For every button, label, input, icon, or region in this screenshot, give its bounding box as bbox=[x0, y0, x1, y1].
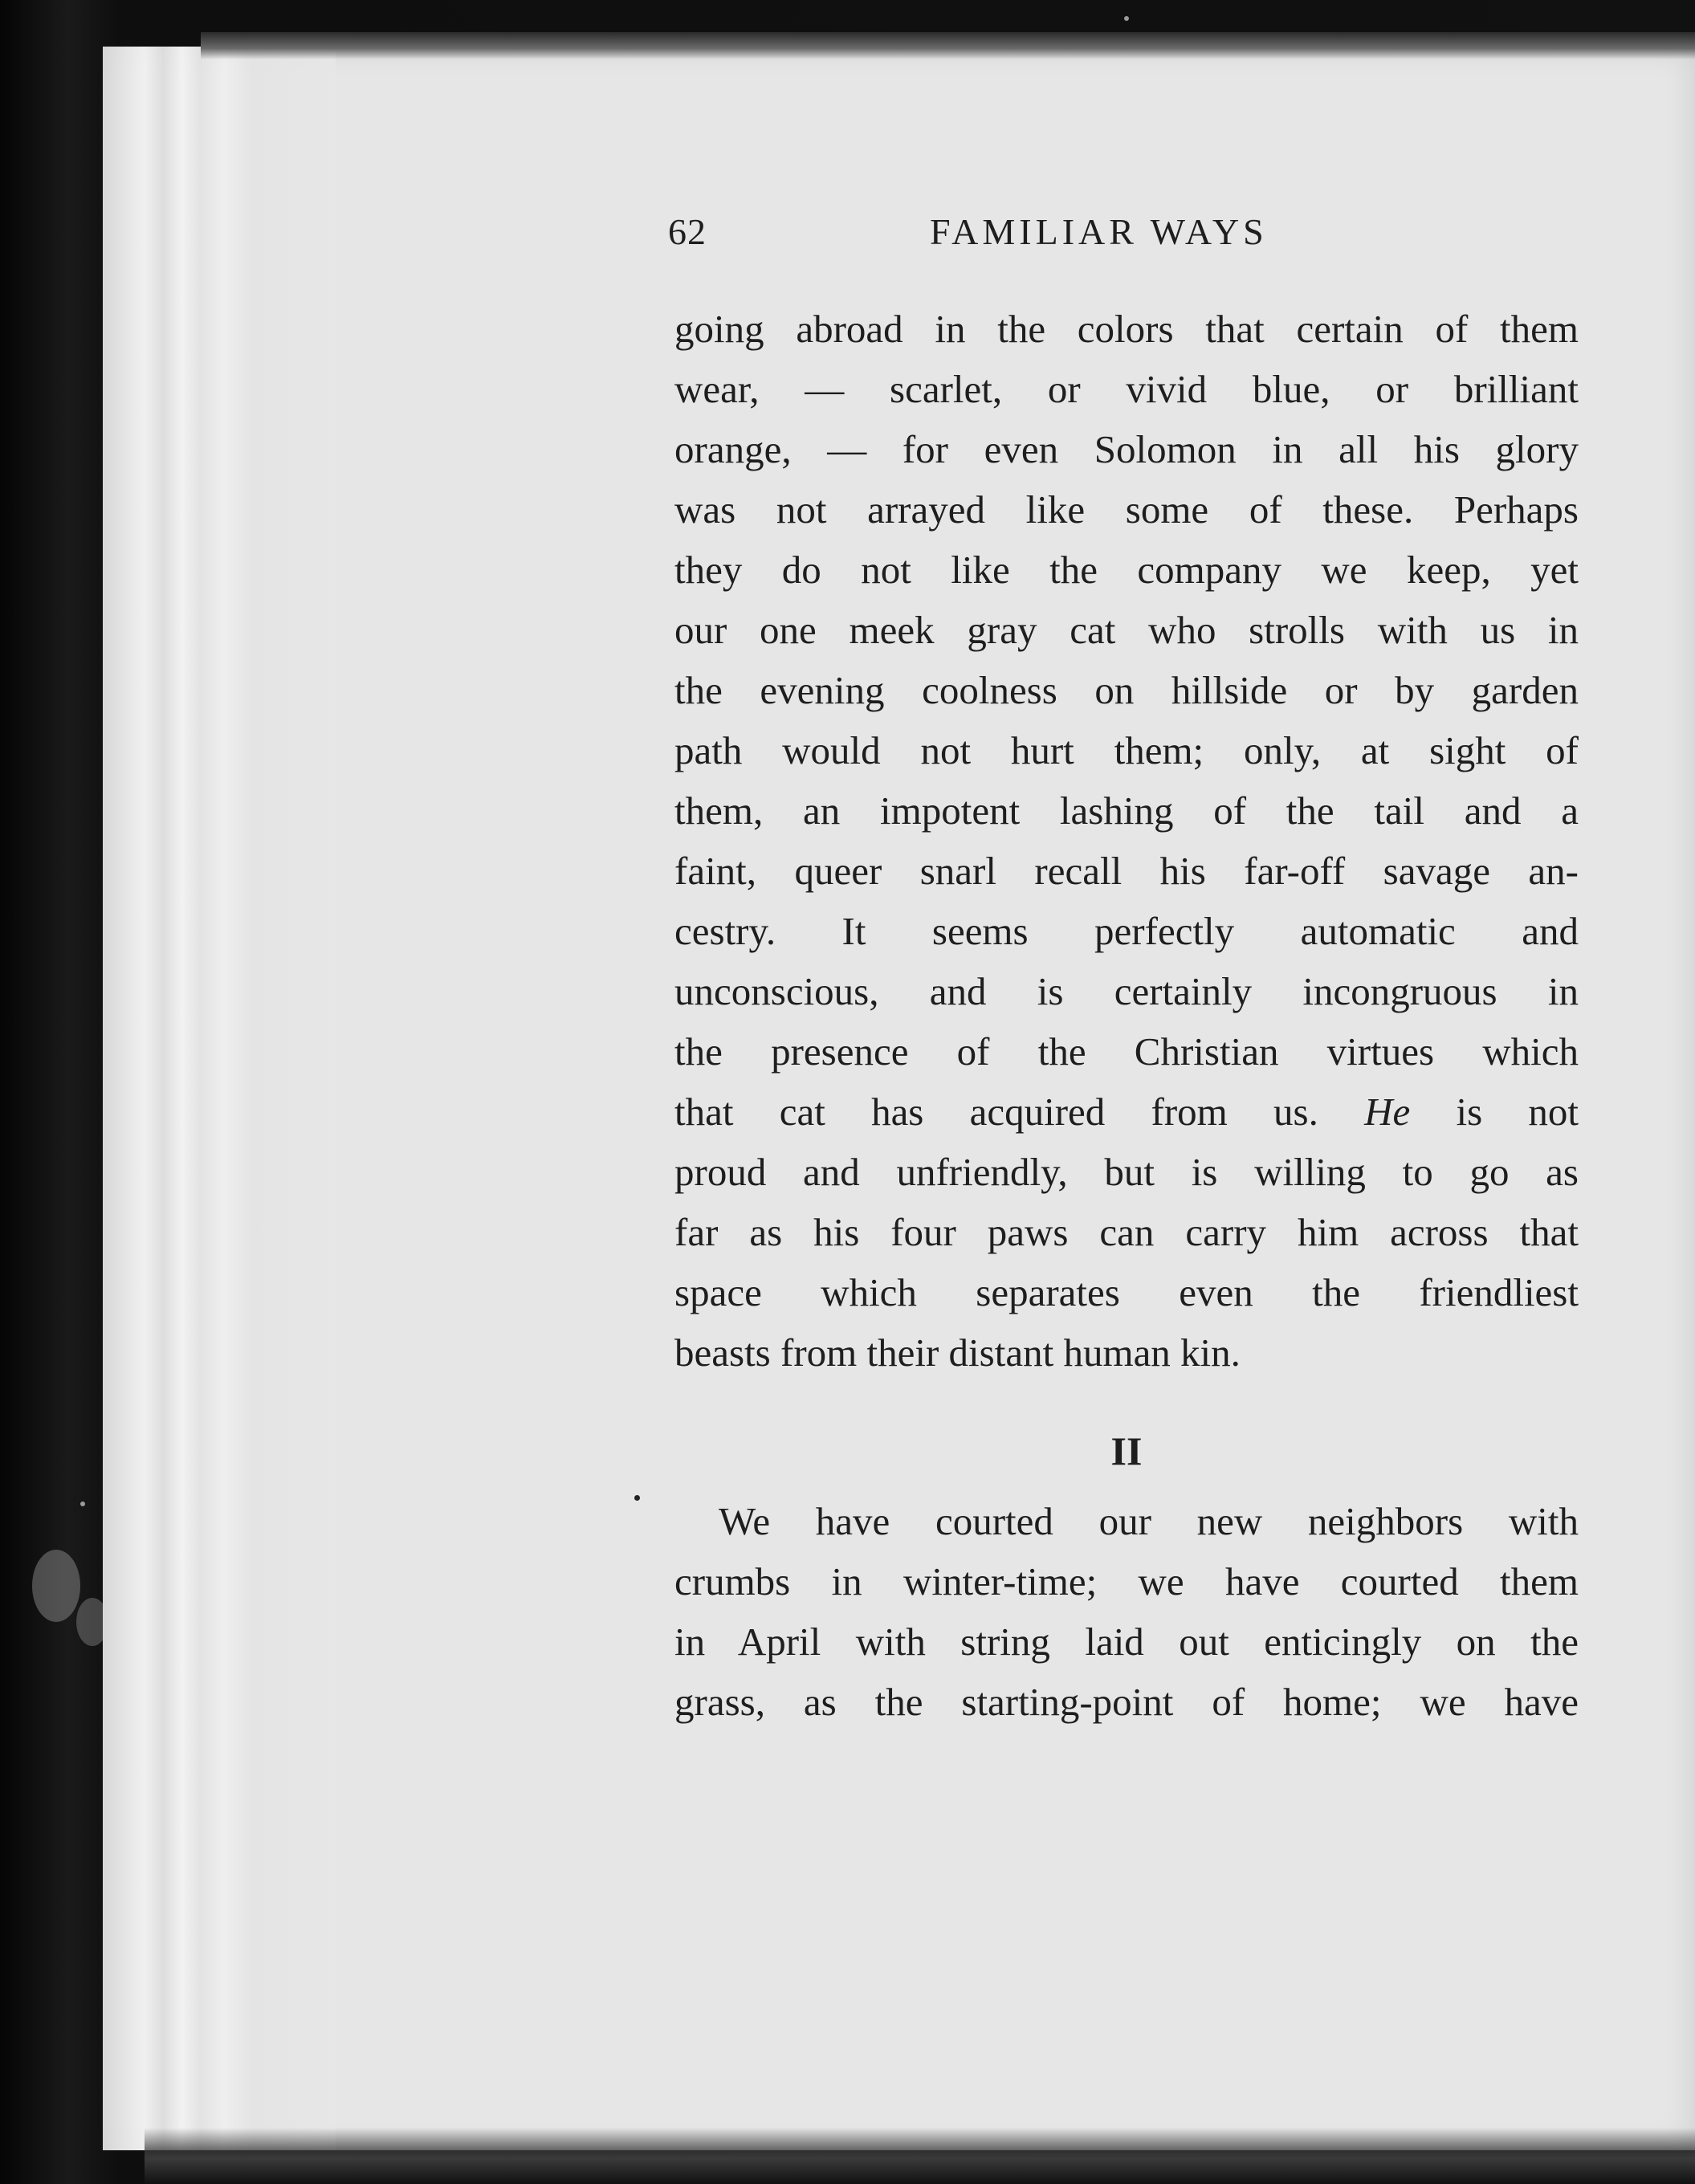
page-number: 62 bbox=[668, 211, 707, 252]
text-line: We have courted our new neighbors with bbox=[719, 1499, 1579, 1543]
text-line: was not arrayed like some of these. Perhaps bbox=[674, 487, 1579, 532]
text-line: cestry. It seems perfectly automatic and bbox=[674, 909, 1579, 953]
header-title: FAMILIAR WAYS bbox=[930, 211, 1268, 252]
text-line: in April with string laid out enticingly on the bbox=[674, 1620, 1579, 1664]
text-line: unconscious, and is certainly incongruous in bbox=[674, 969, 1579, 1013]
text-line: the presence of the Christian virtues which bbox=[674, 1029, 1579, 1074]
text-fragment: is not bbox=[1456, 1090, 1579, 1134]
text-line: them, an impotent lashing of the tail and a bbox=[674, 788, 1579, 833]
text-line-with-italic bbox=[674, 1082, 1579, 1142]
italic-word: He bbox=[1364, 1090, 1411, 1134]
text-line: wear, — scarlet, or vivid blue, or brilliant bbox=[674, 367, 1579, 411]
text-line: going abroad in the colors that certain of them bbox=[674, 307, 1579, 351]
text-line: grass, as the starting-point of home; we have bbox=[674, 1680, 1579, 1724]
text-line: proud and unfriendly, but is willing to go as bbox=[674, 1150, 1579, 1194]
text-line: crumbs in winter-time; we have courted them bbox=[674, 1559, 1579, 1603]
text-line: space which separates even the friendliest bbox=[674, 1270, 1579, 1314]
scan-speck bbox=[80, 1502, 85, 1506]
text-line: orange, — for even Solomon in all his glory bbox=[674, 427, 1579, 471]
text-line: beasts from their distant human kin. bbox=[674, 1330, 1241, 1375]
body-text bbox=[674, 299, 1579, 1732]
top-shadow bbox=[201, 32, 1695, 59]
bottom-shadow bbox=[145, 2128, 1695, 2184]
running-head bbox=[668, 210, 1579, 267]
page-edge-stack bbox=[103, 47, 336, 2150]
margin-mark bbox=[634, 1495, 640, 1501]
text-fragment: that cat has acquired from us. bbox=[674, 1090, 1318, 1134]
text-line: path would not hurt them; only, at sight of bbox=[674, 728, 1579, 772]
scan-speck bbox=[1124, 16, 1129, 21]
text-line: they do not like the company we keep, yet bbox=[674, 548, 1579, 592]
section-heading: II bbox=[1110, 1428, 1143, 1473]
text-line: our one meek gray cat who strolls with us in bbox=[674, 608, 1579, 652]
text-line: faint, queer snarl recall his far-off savage an- bbox=[674, 849, 1579, 893]
scan-speck bbox=[32, 1550, 80, 1622]
text-line: far as his four paws can carry him across that bbox=[674, 1210, 1579, 1254]
text-line: the evening coolness on hillside or by garden bbox=[674, 668, 1579, 712]
